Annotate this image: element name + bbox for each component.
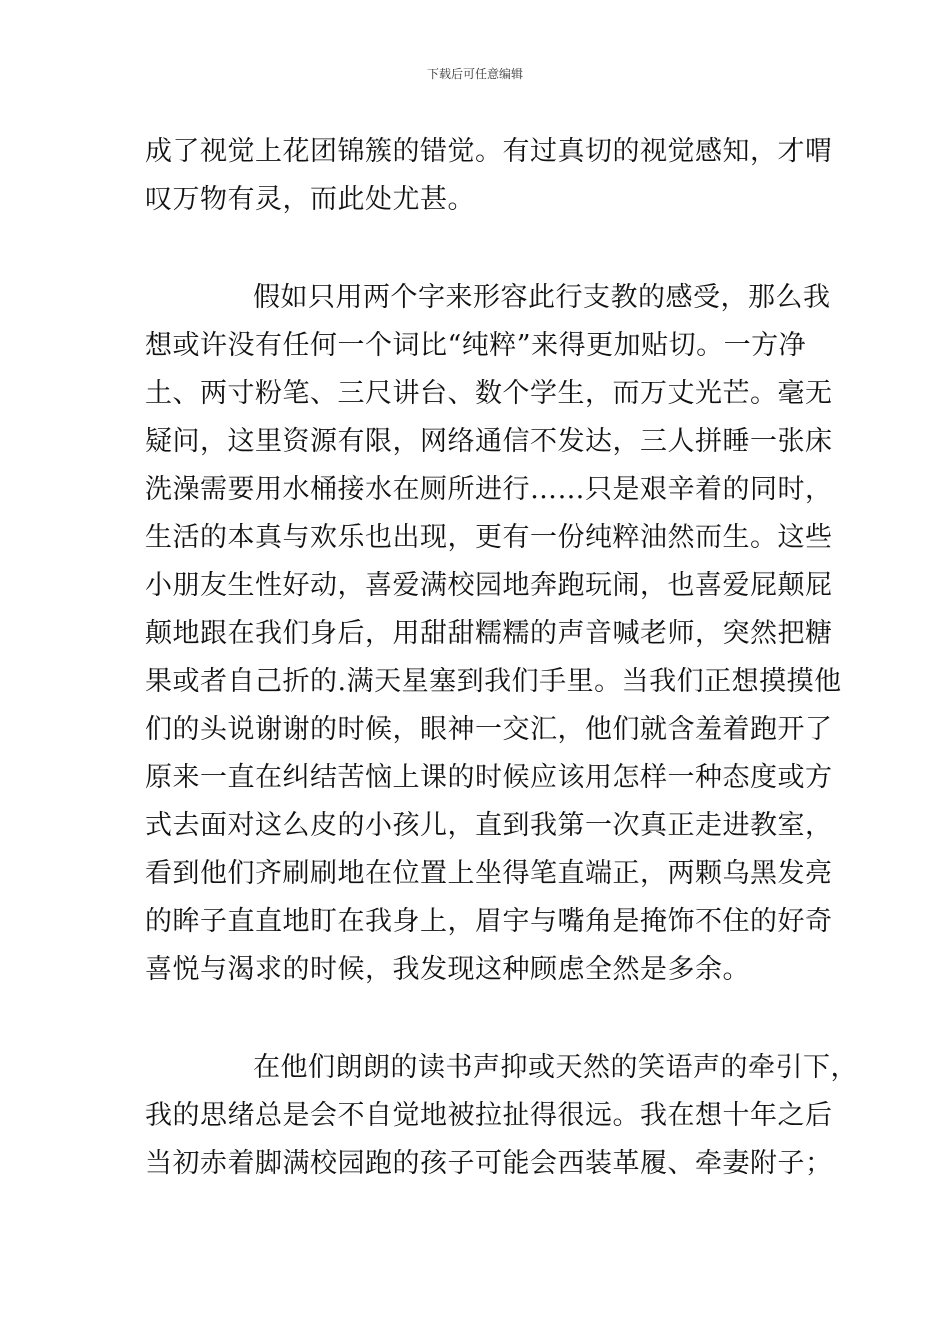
- page-header: 下载后可任意编辑: [426, 67, 523, 81]
- paragraph-3: [145, 1044, 858, 1188]
- text-line: 我的思绪总是会不自觉地被拉扯得很远。我在想十年之后: [145, 1100, 833, 1131]
- text-line: 洗澡需要用水桶接水在厕所进行……只是艰辛着的同时，: [145, 474, 833, 505]
- paragraph-gap: [145, 224, 835, 274]
- text-line: 生活的本真与欢乐也出现，更有一份纯粹油然而生。这些: [145, 522, 833, 553]
- text-line: 叹万物有灵，而此处尤甚。: [145, 184, 475, 215]
- text-line: 们的头说谢谢的时候，眼神一交汇，他们就含羞着跑开了: [145, 714, 833, 745]
- text-line: 在他们朗朗的读书声抑或天然的笑语声的牵引下，: [253, 1052, 858, 1083]
- text-line: 假如只用两个字来形容此行支教的感受，那么我: [253, 282, 831, 313]
- paragraph-gap: [145, 994, 835, 1044]
- document-body: [145, 128, 858, 1188]
- text-line: 式去面对这么皮的小孩儿，直到我第一次真正走进教室，: [145, 810, 833, 841]
- text-line: 土、两寸粉笔、三尺讲台、数个学生，而万丈光芒。毫无: [145, 378, 833, 409]
- text-line: 疑问，这里资源有限，网络通信不发达，三人拼睡一张床: [145, 426, 833, 457]
- text-line: 的眸子直直地盯在我身上，眉宇与嘴角是掩饰不住的好奇: [145, 906, 833, 937]
- text-line: 小朋友生性好动，喜爱满校园地奔跑玩闹，也喜爱屁颠屁: [145, 570, 833, 601]
- text-line: 看到他们齐刷刷地在位置上坐得笔直端正，两颗乌黑发亮: [145, 858, 833, 889]
- text-line: 原来一直在纠结苦恼上课的时候应该用怎样一种态度或方: [145, 762, 833, 793]
- text-line: 果或者自己折的.满天星塞到我们手里。当我们正想摸摸他: [145, 666, 842, 697]
- text-line: 成了视觉上花团锦簇的错觉。有过真切的视觉感知，才喟: [145, 136, 833, 167]
- text-line: 颠地跟在我们身后，用甜甜糯糯的声音喊老师，突然把糖: [145, 618, 833, 649]
- text-line: 想或许没有任何一个词比“纯粹”来得更加贴切。一方净: [145, 330, 807, 361]
- text-line: 当初赤着脚满校园跑的孩子可能会西装革履、牵妻附子；: [145, 1148, 833, 1179]
- paragraph-2: [145, 274, 842, 994]
- paragraph-1: [145, 128, 835, 224]
- text-line: 喜悦与渴求的时候，我发现这种顾虑全然是多余。: [145, 954, 750, 985]
